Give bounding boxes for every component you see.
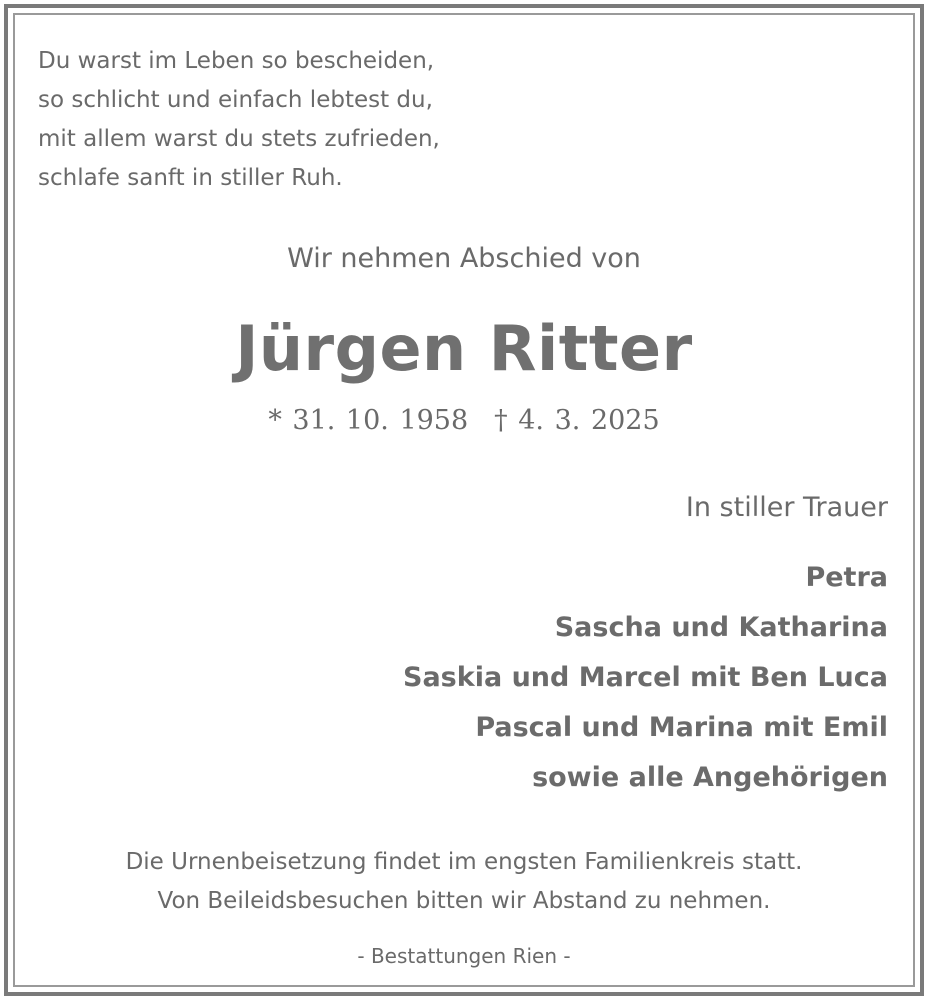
mourner: Saskia und Marcel mit Ben Luca [403, 662, 888, 693]
mourner: Pascal und Marina mit Emil [475, 712, 888, 743]
death-date: † 4. 3. 2025 [494, 405, 660, 436]
poem-line: schlafe sanft in stiller Ruh. [38, 165, 343, 191]
poem-line: so schlicht und einfach lebtest du, [38, 87, 433, 113]
mourner: Petra [805, 562, 888, 593]
mourner: Sascha und Katharina [554, 612, 888, 643]
undertaker-credit: - Bestattungen Rien - [357, 944, 571, 968]
mourning-heading: In stiller Trauer [685, 492, 888, 523]
farewell-intro: Wir nehmen Abschied von [287, 243, 641, 274]
poem-line: Du warst im Leben so bescheiden, [38, 48, 435, 74]
life-dates [0, 405, 928, 436]
notice-line: Von Beileidsbesuchen bitten wir Abstand zu nehmen. [157, 888, 771, 914]
poem-line: mit allem warst du stets zufrieden, [38, 126, 440, 152]
mourners-list [403, 553, 888, 803]
mourner: sowie alle Angehörigen [532, 762, 888, 793]
deceased-name: Jürgen Ritter [235, 312, 693, 385]
poem [38, 42, 440, 198]
notice-line: Die Urnenbeisetzung findet im engsten Familienkreis statt. [125, 849, 803, 875]
birth-date: * 31. 10. 1958 [268, 405, 469, 436]
burial-notice [0, 843, 928, 921]
